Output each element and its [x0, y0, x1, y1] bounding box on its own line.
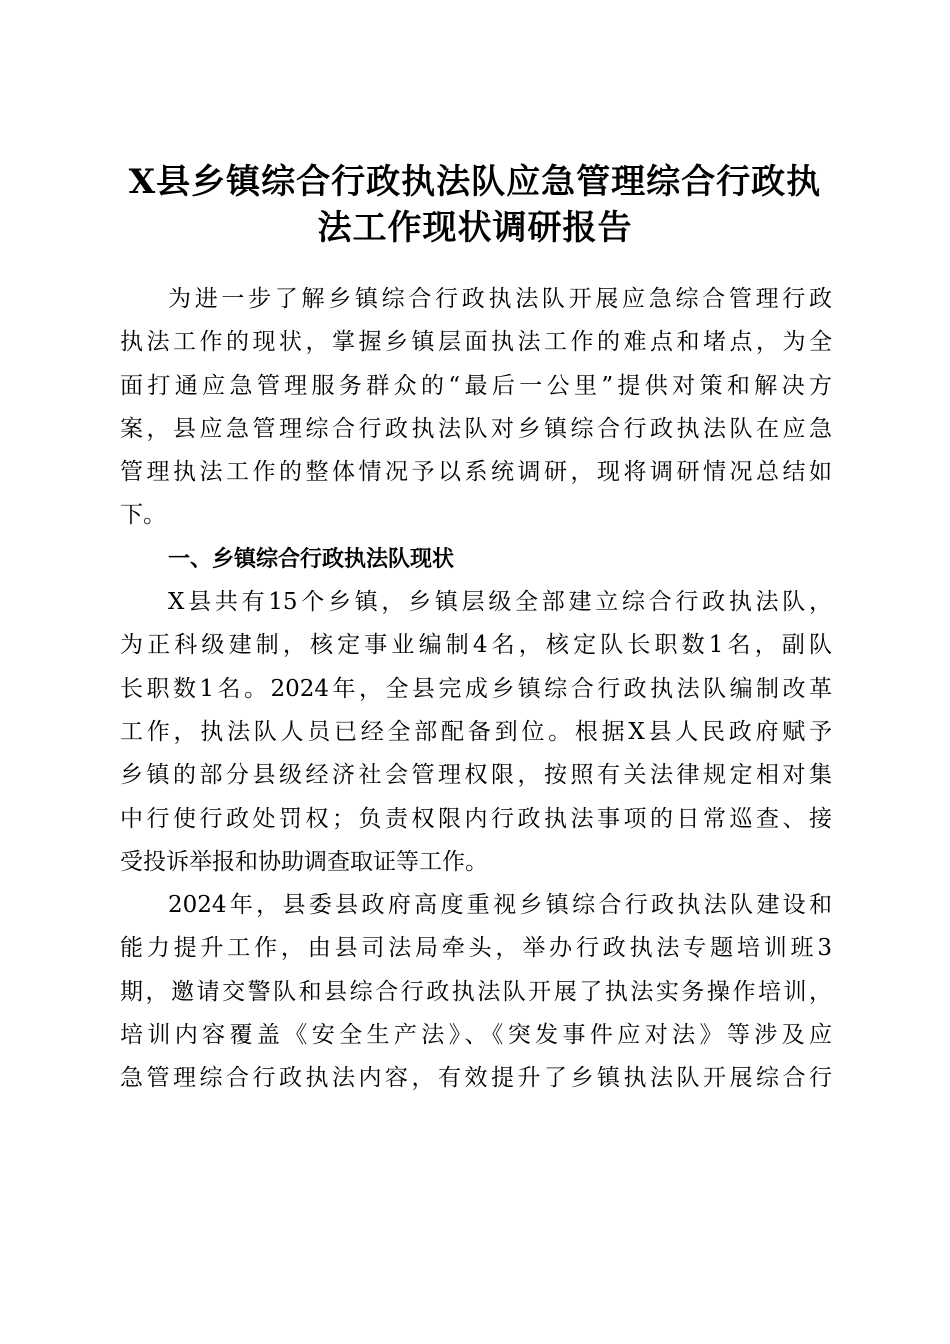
- title-line: 法工作现状调研报告: [317, 207, 633, 248]
- text-line: 面打通应急管理服务群众的“最后一公里”提供对策和解决方: [120, 372, 832, 399]
- text-line: 中行使行政处罚权；负责权限内行政执法事项的日常巡查、接: [120, 805, 832, 832]
- text-line: 急管理综合行政执法内容，有效提升了乡镇执法队开展综合行: [120, 1065, 832, 1092]
- intro-paragraph: [120, 278, 832, 538]
- section1-paragraph-2: [120, 884, 832, 1100]
- section-heading: 一、乡镇综合行政执法队现状: [168, 546, 455, 572]
- text-line: 执法工作的现状，掌握乡镇层面执法工作的难点和堵点，为全: [120, 329, 832, 356]
- text-line: 工作，执法队人员已经全部配备到位。根据X县人民政府赋予: [120, 718, 832, 745]
- text-line: 2024年，县委县政府高度重视乡镇综合行政执法队建设和: [168, 892, 832, 919]
- text-line: 能力提升工作，由县司法局牵头，举办行政执法专题培训班3: [120, 935, 832, 962]
- text-line: 为进一步了解乡镇综合行政执法队开展应急综合管理行政: [168, 286, 832, 312]
- text-line: 下。: [120, 502, 166, 529]
- text-line: 长职数1名。2024年，全县完成乡镇综合行政执法队编制改革: [120, 675, 832, 702]
- text-line: X县共有15个乡镇，乡镇层级全部建立综合行政执法队，: [168, 589, 832, 616]
- section1-paragraph-1: [120, 581, 832, 884]
- text-line: 培训内容覆盖《安全生产法》、《突发事件应对法》等涉及应: [120, 1022, 832, 1049]
- text-line: 乡镇的部分县级经济社会管理权限，按照有关法律规定相对集: [120, 762, 832, 789]
- title-line: X县乡镇综合行政执法队应急管理综合行政执: [128, 161, 822, 202]
- text-line: 受投诉举报和协助调查取证等工作。: [120, 848, 488, 875]
- text-line: 管理执法工作的整体情况予以系统调研，现将调研情况总结如: [120, 459, 832, 486]
- text-line: 为正科级建制，核定事业编制4名，核定队长职数1名，副队: [120, 632, 832, 659]
- text-line: 期，邀请交警队和县综合行政执法队开展了执法实务操作培训，: [120, 978, 832, 1005]
- text-line: 案，县应急管理综合行政执法队对乡镇综合行政执法队在应急: [120, 415, 832, 442]
- document-title: [110, 159, 840, 251]
- document-body: [120, 278, 832, 1101]
